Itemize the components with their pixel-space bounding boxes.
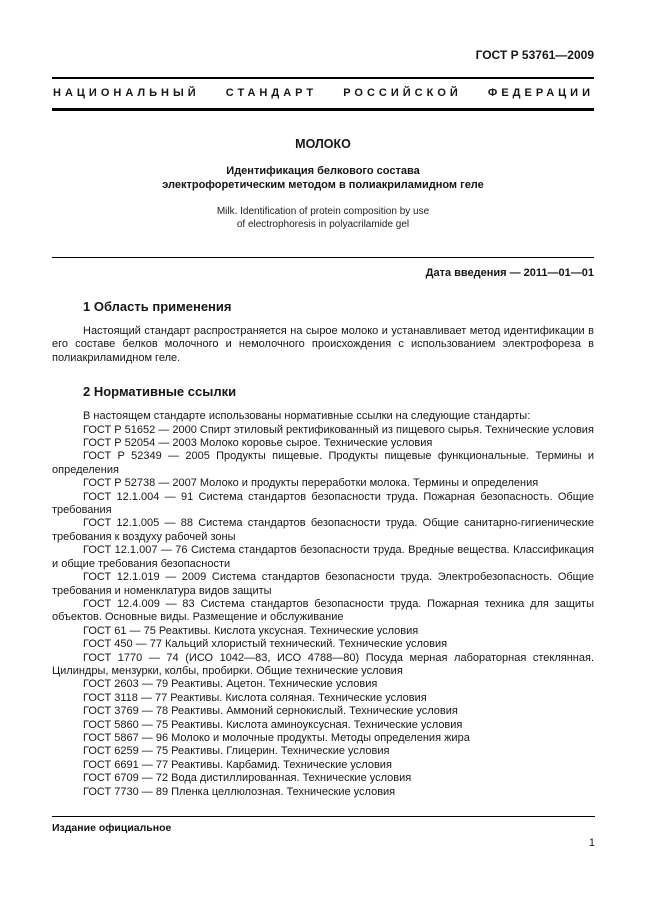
subtitle-line-2: электрофоретическим методом в полиакриламидном геле xyxy=(162,178,484,191)
reference-item: ГОСТ 2603 — 79 Реактивы. Ацетон. Технические условия xyxy=(83,678,378,691)
section-2-heading: 2 Нормативные ссылки xyxy=(83,384,237,400)
reference-item: ГОСТ 5860 — 75 Реактивы. Кислота аминоуксусная. Технические условия xyxy=(83,718,463,731)
reference-item: ГОСТ 7730 — 89 Пленка целлюлозная. Технические условия xyxy=(83,785,396,798)
references-list xyxy=(52,424,594,799)
reference-item: ГОСТ 12.1.005 — 88 Система стандартов безопасности труда. Общие санитарно-гигиенические требования к воздуху рабочей зоны xyxy=(52,517,594,543)
document-subtitle xyxy=(52,165,594,192)
document-header xyxy=(52,48,594,111)
reference-item: ГОСТ 1770 — 74 (ИСО 1042—83, ИСО 4788—80) Посуда мерная лабораторная стеклянная. Цилиндры, мензурки, колбы, пробирки. Общие технические условия xyxy=(52,651,594,677)
section-1-heading: 1 Область применения xyxy=(83,299,232,314)
reference-item: ГОСТ 12.4.009 — 83 Система стандартов безопасности труда. Пожарная техника для защиты объектов. Основные виды. Размещение и обслуживание xyxy=(52,597,594,624)
footer-rule xyxy=(52,816,595,817)
document-title: МОЛОКО xyxy=(295,137,351,151)
reference-item: ГОСТ 3118 — 77 Реактивы. Кислота соляная. Технические условия xyxy=(83,691,427,704)
page-number: 1 xyxy=(588,837,595,849)
reference-item: ГОСТ Р 52054 — 2003 Молоко коровье сырое. Технические условия xyxy=(83,437,433,450)
reference-item: ГОСТ Р 51652 — 2000 Спирт этиловый ректификованный из пищевого сырья. Технические условия xyxy=(83,423,594,436)
section-1-paragraph: Настоящий стандарт распространяется на сырое молоко и устанавливает метод идентификации в его составе белков молочного и немолочного происхождения с использованием электрофореза в полиакриламидном геле. xyxy=(52,325,594,364)
reference-item: ГОСТ 6259 — 75 Реактивы. Глицерин. Технические условия xyxy=(83,745,390,758)
reference-item: ГОСТ Р 52349 — 2005 Продукты пищевые. Продукты пищевые функциональные. Термины и определения xyxy=(52,450,594,476)
reference-item: ГОСТ 6691 — 77 Реактивы. Карбамид. Технические условия xyxy=(83,758,392,771)
reference-item: ГОСТ 12.1.007 — 76 Система стандартов безопасности труда. Вредные вещества. Классификация и общие требования безопасности xyxy=(52,544,594,570)
separator-rule xyxy=(52,257,594,258)
document-title-english xyxy=(52,206,594,231)
reference-item: ГОСТ 6709 — 72 Вода дистиллированная. Технические условия xyxy=(83,772,412,785)
english-title-line-2: of electrophoresis in polyacrilamide gel xyxy=(236,218,410,230)
section-normative-references xyxy=(52,384,594,799)
document-footer xyxy=(52,816,595,850)
reference-item: ГОСТ Р 52738 — 2007 Молоко и продукты переработки молока. Термины и определения xyxy=(83,477,539,490)
reference-item: ГОСТ 12.1.004 — 91 Система стандартов безопасности труда. Пожарная безопасность. Общие требования xyxy=(52,490,594,517)
reference-item: ГОСТ 450 — 77 Кальций хлористый технический. Технические условия xyxy=(83,638,448,651)
subtitle-line-1: Идентификация белкового состава xyxy=(226,165,420,177)
reference-item: ГОСТ 5867 — 96 Молоко и молочные продукты. Методы определения жира xyxy=(83,731,470,744)
edition-note: Издание официальное xyxy=(52,822,172,834)
doc-code: ГОСТ Р 53761—2009 xyxy=(475,48,594,62)
banner-bottom-rule xyxy=(52,108,594,111)
section-scope xyxy=(52,299,594,365)
title-block xyxy=(52,137,594,231)
reference-item: ГОСТ 3769 — 78 Реактивы. Аммоний сернокислый. Технические условия xyxy=(83,705,458,718)
section-2-intro: В настоящем стандарте использованы нормативные ссылки на следующие стандарты: xyxy=(83,410,531,423)
english-title-line-1: Milk. Identification of protein composition by use xyxy=(216,206,430,217)
reference-item: ГОСТ 61 — 75 Реактивы. Кислота уксусная. Технические условия xyxy=(83,624,419,637)
banner-title: НАЦИОНАЛЬНЫЙ СТАНДАРТ РОССИЙСКОЙ ФЕДЕРАЦИИ xyxy=(53,87,594,99)
effective-date: Дата введения — 2011—01—01 xyxy=(425,267,594,279)
reference-item: ГОСТ 12.1.019 — 2009 Система стандартов безопасности труда. Электробезопасность. Общие требования и номенклатура видов защиты xyxy=(52,571,594,597)
standard-banner xyxy=(52,77,594,111)
